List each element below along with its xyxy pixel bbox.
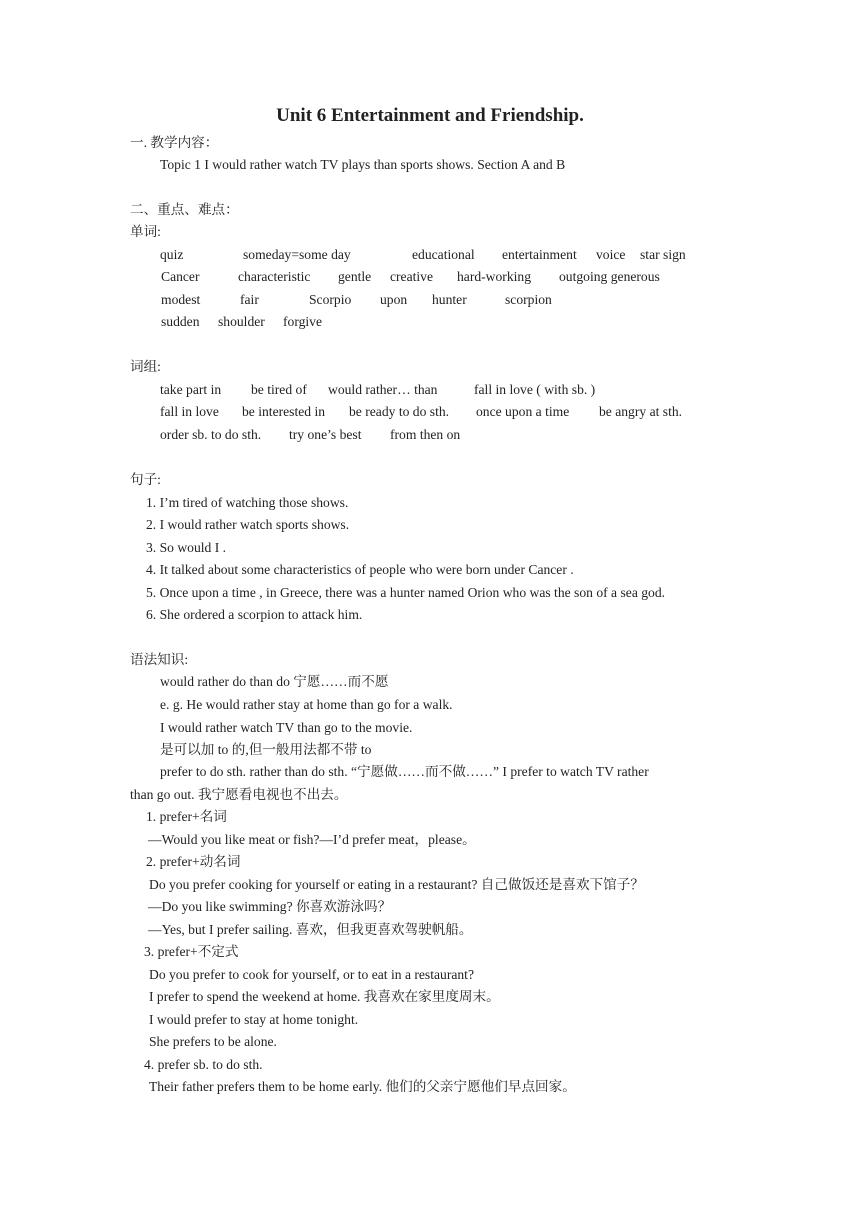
phrase-item: be ready to do sth. bbox=[349, 404, 450, 419]
vocab-word: characteristic bbox=[238, 269, 311, 284]
vocab-word: hunter bbox=[432, 292, 467, 307]
grammar-line: I prefer to spend the weekend at home. 我喜欢在家里度周末。 bbox=[149, 989, 500, 1004]
phrase-item: be angry at sth. bbox=[599, 404, 683, 419]
sentence-item: 2. I would rather watch sports shows. bbox=[146, 517, 350, 532]
grammar-label: 语法知识: bbox=[130, 652, 189, 667]
grammar-line: I would prefer to stay at home tonight. bbox=[149, 1012, 359, 1027]
vocab-label: 单词: bbox=[130, 224, 161, 239]
sentence-item: 3. So would I . bbox=[146, 540, 227, 555]
phrase-item: once upon a time bbox=[476, 404, 570, 419]
section-1-heading: 一. 教学内容： bbox=[130, 135, 219, 150]
phrase-item: fall in love ( with sb. ) bbox=[474, 382, 596, 397]
vocab-word: educational bbox=[412, 247, 475, 262]
sentence-item: 6. She ordered a scorpion to attack him. bbox=[146, 607, 363, 622]
vocab-word: star sign bbox=[640, 247, 686, 262]
grammar-line: —Yes, but I prefer sailing. 喜欢，但我更喜欢驾驶帆船。 bbox=[148, 922, 473, 937]
vocab-word: Scorpio bbox=[309, 292, 352, 307]
sentence-item: 4. It talked about some characteristics of people who were born under Cancer . bbox=[146, 562, 574, 577]
grammar-line: e. g. He would rather stay at home than go for a walk. bbox=[160, 697, 453, 712]
phrase-item: from then on bbox=[390, 427, 461, 442]
phrase-item: be tired of bbox=[251, 382, 307, 397]
grammar-line: Do you prefer cooking for yourself or eating in a restaurant? 自己做饭还是喜欢下馆子？ bbox=[149, 877, 644, 892]
grammar-line: would rather do than do 宁愿……而不愿 bbox=[160, 674, 389, 689]
vocab-word: entertainment bbox=[502, 247, 577, 262]
grammar-line: —Do you like swimming? 你喜欢游泳吗？ bbox=[148, 899, 392, 914]
vocab-word: shoulder bbox=[218, 314, 265, 329]
vocab-word: quiz bbox=[160, 247, 184, 262]
vocab-word: creative bbox=[390, 269, 434, 284]
grammar-line: prefer to do sth. rather than do sth. “宁愿做……而不做……” I prefer to watch TV rather bbox=[160, 764, 649, 779]
vocab-word: fair bbox=[240, 292, 259, 307]
sentence-label: 句子: bbox=[130, 472, 161, 487]
grammar-line: 3. prefer+不定式 bbox=[144, 944, 239, 959]
grammar-line: Their father prefers them to be home early. 他们的父亲宁愿他们早点回家。 bbox=[149, 1079, 576, 1094]
vocab-word: scorpion bbox=[505, 292, 552, 307]
grammar-line: than go out. 我宁愿看电视也不出去。 bbox=[130, 787, 348, 802]
grammar-line: 2. prefer+动名词 bbox=[146, 854, 241, 869]
vocab-word: Cancer bbox=[161, 269, 200, 284]
phrase-item: order sb. to do sth. bbox=[160, 427, 262, 442]
phrase-item: fall in love bbox=[160, 404, 219, 419]
grammar-line: Do you prefer to cook for yourself, or to eat in a restaurant? bbox=[149, 967, 474, 982]
grammar-line: She prefers to be alone. bbox=[149, 1034, 277, 1049]
phrase-item: would rather… than bbox=[328, 382, 438, 397]
grammar-line: I would rather watch TV than go to the movie. bbox=[160, 720, 413, 735]
vocab-word: hard-working bbox=[457, 269, 531, 284]
grammar-line: 4. prefer sb. to do sth. bbox=[144, 1057, 263, 1072]
phrase-item: be interested in bbox=[242, 404, 326, 419]
vocab-word: gentle bbox=[338, 269, 372, 284]
vocab-word: outgoing generous bbox=[559, 269, 660, 284]
vocab-word: upon bbox=[380, 292, 408, 307]
grammar-line: 是可以加 to 的,但一般用法都不带 to bbox=[160, 742, 372, 757]
vocab-word: sudden bbox=[161, 314, 200, 329]
phrase-item: take part in bbox=[160, 382, 222, 397]
grammar-line: —Would you like meat or fish?—I’d prefer meat，please。 bbox=[148, 832, 476, 847]
sentence-item: 5. Once upon a time , in Greece, there was a hunter named Orion who was the son of a sea god. bbox=[146, 585, 666, 600]
phrase-label: 词组: bbox=[130, 359, 161, 374]
grammar-line: 1. prefer+名词 bbox=[146, 809, 227, 824]
phrase-item: try one’s best bbox=[289, 427, 362, 442]
section-2-heading: 二、重点、难点： bbox=[130, 202, 239, 217]
vocab-word: voice bbox=[596, 247, 626, 262]
page-title: Unit 6 Entertainment and Friendship. bbox=[276, 105, 584, 126]
vocab-word: forgive bbox=[283, 314, 323, 329]
topic-line: Topic 1 I would rather watch TV plays than sports shows. Section A and B bbox=[160, 157, 566, 172]
sentence-item: 1. I’m tired of watching those shows. bbox=[146, 495, 349, 510]
vocab-word: modest bbox=[161, 292, 201, 307]
vocab-word: someday=some day bbox=[243, 247, 351, 262]
